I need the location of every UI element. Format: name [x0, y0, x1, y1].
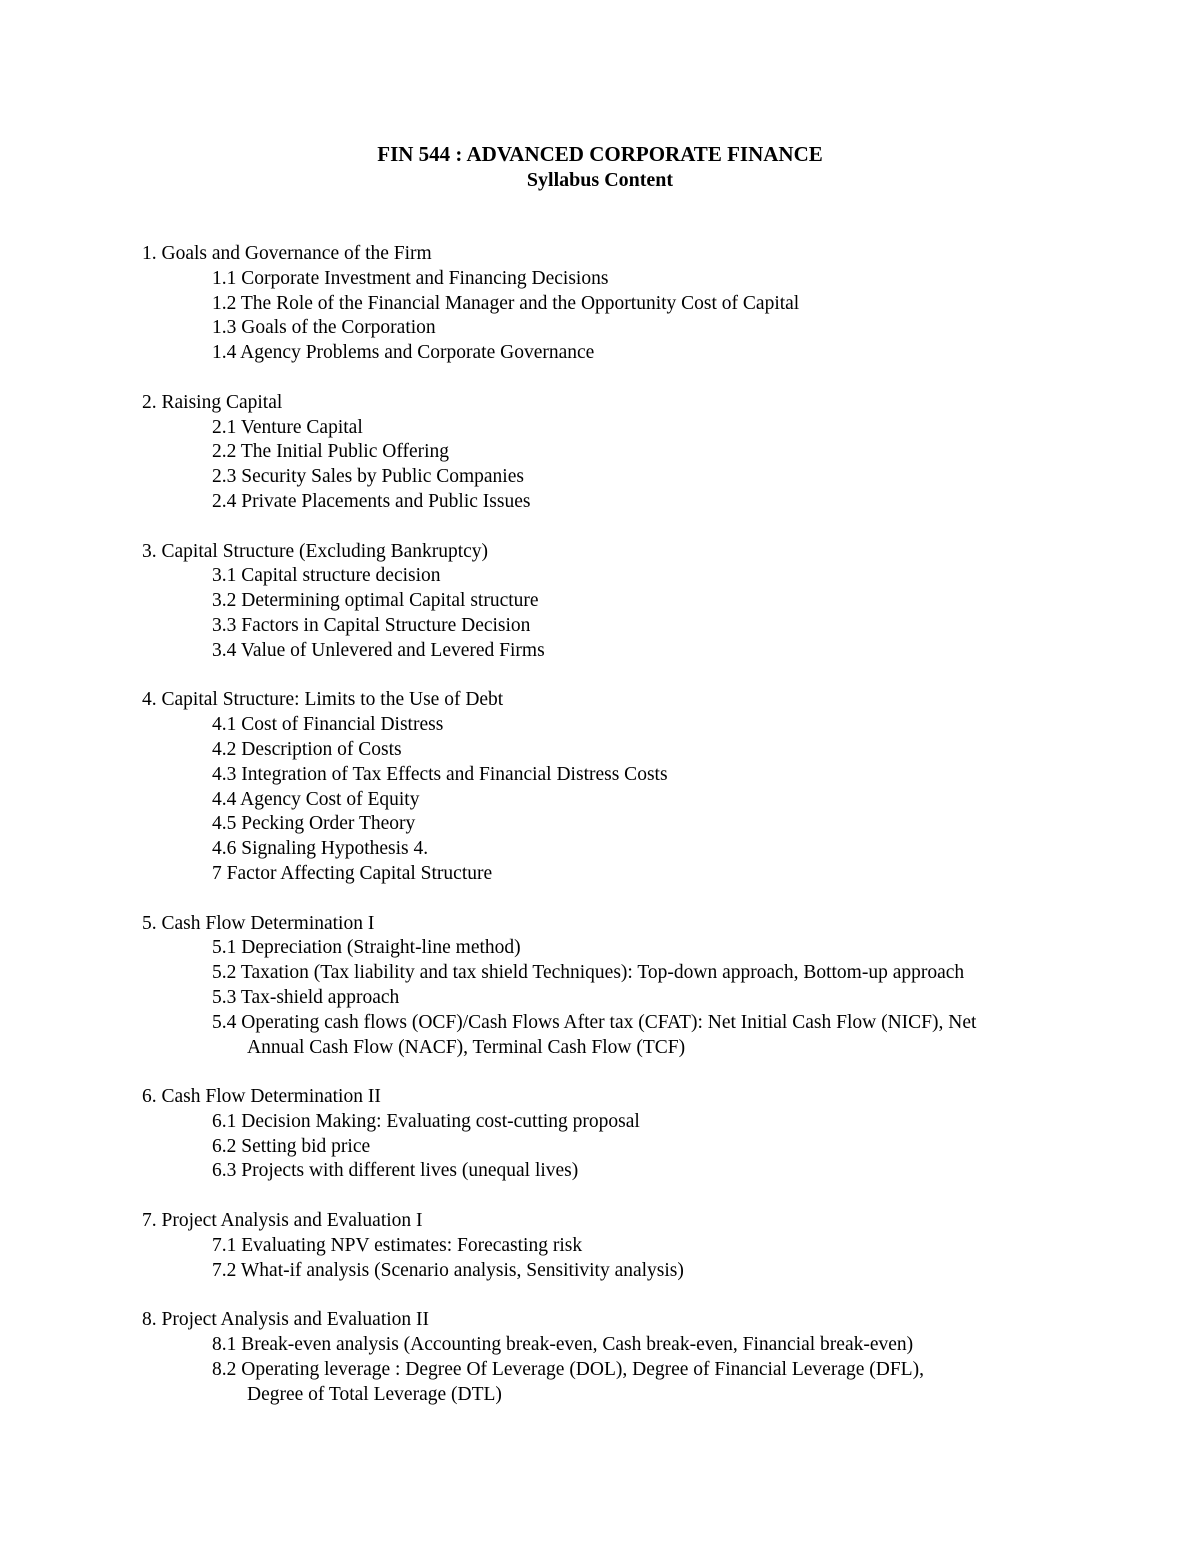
subtopic-item	[142, 589, 1082, 614]
subtopic-list	[142, 1234, 1082, 1284]
subtopic-text: 8.1 Break-even analysis (Accounting break-even, Cash break-even, Financial break-even)	[212, 1334, 914, 1356]
subtopic-item	[142, 961, 1082, 986]
section-heading: 3. Capital Structure (Excluding Bankruptcy)	[142, 540, 489, 562]
subtopic-text: 1.3 Goals of the Corporation	[212, 317, 436, 339]
subtopic-text: 6.3 Projects with different lives (unequal lives)	[212, 1160, 579, 1182]
subtopic-item	[142, 788, 1082, 813]
syllabus-section	[142, 1085, 1082, 1184]
subtopic-item	[142, 837, 1082, 862]
section-heading: 5. Cash Flow Determination I	[142, 912, 375, 934]
title-block	[0, 141, 1200, 193]
subtopic-text: 5.2 Taxation (Tax liability and tax shield Techniques): Top-down approach, Bottom-up approach	[212, 962, 965, 984]
subtopic-item	[142, 614, 1082, 639]
subtopic-list	[142, 267, 1082, 366]
subtopic-item	[142, 738, 1082, 763]
subtopic-item	[142, 1159, 1082, 1184]
subtopic-item	[142, 862, 1082, 887]
subtopic-item	[142, 416, 1082, 441]
section-heading: 1. Goals and Governance of the Firm	[142, 243, 432, 264]
subtopic-item	[142, 639, 1082, 664]
subtopic-item	[142, 713, 1082, 738]
subtopic-text: 1.4 Agency Problems and Corporate Governance	[212, 342, 595, 364]
syllabus-section	[142, 1308, 1082, 1407]
subtopic-text: 5.1 Depreciation (Straight-line method)	[212, 937, 521, 959]
subtopic-list	[142, 936, 1082, 1060]
subtopic-text: 3.1 Capital structure decision	[212, 565, 441, 587]
subtopic-text: 4.2 Description of Costs	[212, 738, 402, 760]
subtopic-text: 4.1 Cost of Financial Distress	[212, 714, 444, 736]
subtopic-item	[142, 1234, 1082, 1259]
subtopic-item	[142, 936, 1082, 961]
subtopic-item	[142, 1259, 1082, 1284]
section-heading: 4. Capital Structure: Limits to the Use of Debt	[142, 689, 504, 711]
subtopic-text: 4.6 Signaling Hypothesis 4.	[212, 838, 429, 860]
subtopic-text: 8.2 Operating leverage : Degree Of Leverage (DOL), Degree of Financial Leverage (DFL),	[212, 1358, 924, 1380]
subtopic-text: 1.2 The Role of the Financial Manager and the Opportunity Cost of Capital	[212, 292, 800, 314]
subtopic-text: 2.1 Venture Capital	[212, 416, 363, 438]
subtopic-text: 2.4 Private Placements and Public Issues	[212, 490, 531, 512]
syllabus-section	[142, 912, 1082, 1061]
subtopic-text: 3.2 Determining optimal Capital structure	[212, 590, 539, 612]
subtopic-item	[142, 490, 1082, 515]
subtopic-text: 3.4 Value of Unlevered and Levered Firms	[212, 639, 545, 661]
subtopic-item	[142, 465, 1082, 490]
subtopic-list	[142, 713, 1082, 887]
syllabus-section	[142, 688, 1082, 886]
subtopic-item	[142, 763, 1082, 788]
subtopic-text: 7 Factor Affecting Capital Structure	[212, 862, 493, 884]
subtopic-item	[142, 316, 1082, 341]
section-heading: 7. Project Analysis and Evaluation I	[142, 1210, 423, 1232]
section-heading: 6. Cash Flow Determination II	[142, 1086, 381, 1108]
subtopic-text: 2.2 The Initial Public Offering	[212, 441, 450, 463]
subtopic-item	[142, 1333, 1082, 1358]
syllabus-section	[142, 242, 1082, 366]
subtopic-text: 7.1 Evaluating NPV estimates: Forecasting risk	[212, 1234, 583, 1256]
subtopic-item	[142, 986, 1082, 1011]
subtopic-text: 4.3 Integration of Tax Effects and Financial Distress Costs	[212, 763, 668, 785]
subtopic-item	[142, 812, 1082, 837]
syllabus-section	[142, 540, 1082, 664]
subtopic-item	[142, 292, 1082, 317]
subtopic-text: 5.3 Tax-shield approach	[212, 986, 400, 1008]
subtopic-item	[142, 1011, 1082, 1061]
subtopic-list	[142, 416, 1082, 515]
subtopic-text: 4.5 Pecking Order Theory	[212, 813, 416, 835]
subtopic-item	[142, 267, 1082, 292]
document-subtitle: Syllabus Content	[526, 169, 674, 191]
subtopic-item	[142, 1110, 1082, 1135]
syllabus-section	[142, 1209, 1082, 1283]
subtopic-text: 1.1 Corporate Investment and Financing Decisions	[212, 267, 609, 289]
subtopic-continuation: Degree of Total Leverage (DTL)	[247, 1383, 502, 1405]
subtopic-text: 4.4 Agency Cost of Equity	[212, 788, 420, 810]
subtopic-list	[142, 1110, 1082, 1184]
subtopic-item	[142, 440, 1082, 465]
subtopic-text: 5.4 Operating cash flows (OCF)/Cash Flows After tax (CFAT): Net Initial Cash Flow (NICF), Net	[212, 1011, 977, 1033]
syllabus-section	[142, 391, 1082, 515]
subtopic-text: 2.3 Security Sales by Public Companies	[212, 466, 524, 488]
section-heading: 8. Project Analysis and Evaluation II	[142, 1309, 430, 1331]
subtopic-text: 6.2 Setting bid price	[212, 1135, 371, 1157]
document-title: FIN 544 : ADVANCED CORPORATE FINANCE	[377, 142, 823, 166]
subtopic-item	[142, 564, 1082, 589]
syllabus-content	[142, 242, 1082, 1432]
subtopic-item	[142, 341, 1082, 366]
subtopic-item	[142, 1135, 1082, 1160]
subtopic-text: 7.2 What-if analysis (Scenario analysis, Sensitivity analysis)	[212, 1259, 684, 1281]
subtopic-text: 3.3 Factors in Capital Structure Decision	[212, 614, 531, 636]
subtopic-list	[142, 564, 1082, 663]
section-heading: 2. Raising Capital	[142, 391, 283, 413]
subtopic-item	[142, 1358, 1082, 1408]
subtopic-list	[142, 1333, 1082, 1407]
subtopic-text: 6.1 Decision Making: Evaluating cost-cutting proposal	[212, 1110, 640, 1132]
subtopic-continuation: Annual Cash Flow (NACF), Terminal Cash Flow (TCF)	[247, 1036, 686, 1058]
